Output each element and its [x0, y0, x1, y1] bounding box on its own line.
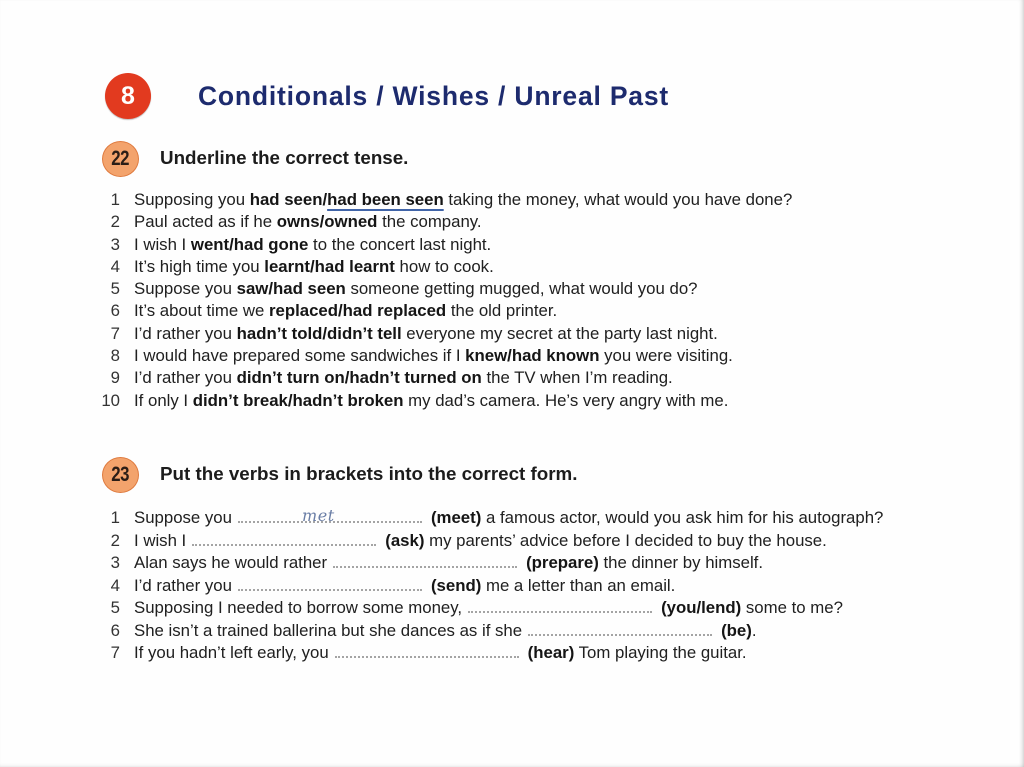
choice-option: didn’t break — [192, 390, 288, 410]
exercise-item — [96, 367, 792, 389]
item-number: 5 — [110, 598, 120, 617]
verb-prompt: (prepare) — [526, 553, 599, 572]
item-number: 3 — [110, 553, 120, 572]
choice-group — [269, 301, 446, 320]
sentence-end: everyone my secret at the party last night. — [401, 323, 718, 343]
sentence-start: It’s high time you — [134, 256, 265, 276]
verb-prompt: (hear) — [527, 643, 575, 662]
item-number: 4 — [110, 575, 120, 595]
item-number: 6 — [110, 620, 120, 640]
choice-group — [191, 235, 309, 254]
item-number: 7 — [110, 323, 120, 343]
choice-separator: / — [319, 212, 325, 232]
exercise-item — [96, 323, 792, 345]
choice-group — [264, 257, 395, 276]
choice-group — [237, 279, 346, 298]
choice-separator: / — [268, 279, 274, 299]
exercise-list — [96, 189, 792, 412]
answer-blank — [238, 575, 422, 591]
sentence-start: Supposing you — [134, 190, 250, 209]
item-number: 3 — [110, 234, 120, 254]
exercise-item — [96, 278, 792, 300]
sentence-start: I’d rather you — [134, 368, 237, 388]
sentence-start: Suppose you — [134, 279, 237, 299]
exercise-item — [96, 575, 883, 598]
item-number: 6 — [110, 301, 120, 321]
choice-option: replaced — [268, 301, 338, 321]
choice-option: had gone — [233, 234, 309, 254]
choice-separator: / — [507, 346, 512, 366]
sentence-end: the TV when I’m reading. — [481, 368, 673, 388]
choice-option: didn’t turn on — [236, 368, 345, 388]
sentence-end: my parents’ advice before I decided to buy the house. — [424, 530, 827, 550]
choice-option: saw — [236, 279, 269, 299]
exercise-item — [96, 552, 883, 575]
sentence-start: Paul acted as if he — [134, 212, 277, 232]
choice-option: hadn’t broken — [292, 390, 404, 410]
sentence-end: you were visiting. — [599, 346, 733, 366]
sentence-start: I wish I — [134, 530, 187, 550]
sentence-start: If only I — [134, 390, 193, 410]
choice-separator: / — [322, 190, 328, 209]
choice-separator: / — [322, 323, 328, 343]
sentence-start: It’s about time we — [134, 301, 269, 321]
exercise-item — [96, 345, 792, 367]
verb-prompt: (meet) — [430, 508, 482, 527]
sentence-end: to the concert last night. — [308, 234, 492, 254]
sentence-end: taking the money, what would you have done? — [443, 190, 793, 209]
answer-blank — [333, 552, 517, 568]
exercise-item — [96, 620, 883, 643]
sentence-start: I wish I — [134, 234, 191, 254]
exercise-item — [96, 642, 883, 665]
choice-option: hadn’t told — [236, 323, 323, 343]
exercise-item — [96, 530, 883, 553]
choice-option: knew — [465, 346, 508, 366]
sentence-end: . — [751, 620, 757, 640]
item-number: 9 — [110, 368, 120, 388]
exercise-item — [96, 597, 883, 620]
choice-option: owned — [324, 212, 378, 232]
choice-option: had known — [511, 346, 600, 366]
item-number: 1 — [110, 190, 120, 209]
item-number: 10 — [101, 390, 120, 410]
exercise-item — [96, 507, 883, 530]
exercise-item — [96, 234, 792, 256]
sentence-start: I’d rather you — [134, 323, 237, 343]
answer-blank — [335, 642, 519, 658]
unit-number-badge: 8 — [105, 73, 151, 119]
unit-title: Conditionals / Wishes / Unreal Past — [198, 81, 669, 111]
verb-prompt: (send) — [430, 575, 482, 595]
choice-option: hadn’t turned on — [349, 368, 482, 388]
sentence-start: I would have prepared some sandwiches if I — [134, 346, 466, 366]
sentence-end: the company. — [377, 212, 482, 232]
exercise-instruction: Put the verbs in brackets into the correct form. — [160, 463, 578, 484]
answer-blank — [192, 530, 376, 546]
choice-option: had learnt — [314, 256, 395, 276]
exercise-list — [96, 507, 883, 665]
choice-option: didn’t tell — [327, 323, 402, 343]
choice-group — [237, 368, 482, 387]
answer-blank — [238, 507, 422, 523]
choice-group — [250, 190, 444, 209]
exercise-instruction: Underline the correct tense. — [160, 147, 409, 168]
item-number: 8 — [110, 346, 120, 366]
exercise-number: 22 — [111, 147, 130, 170]
choice-option: had been seen — [327, 190, 444, 209]
item-number: 4 — [110, 256, 120, 276]
choice-group — [237, 324, 402, 343]
sentence-start: Suppose you — [134, 508, 232, 527]
choice-separator: / — [229, 234, 234, 254]
exercise-number-badge — [102, 457, 139, 493]
handwritten-answer: met — [301, 506, 335, 525]
sentence-end: a famous actor, would you ask him for his autograph? — [481, 508, 884, 527]
exercise-item — [96, 256, 792, 278]
exercise-number: 23 — [111, 463, 130, 486]
exercise-item — [96, 300, 792, 322]
sentence-end: some to me? — [741, 598, 843, 617]
choice-option: had seen — [249, 190, 323, 209]
exercise-item — [96, 189, 792, 211]
verb-prompt: (ask) — [385, 530, 425, 550]
exercise-item — [96, 390, 792, 412]
sentence-start: Supposing I needed to borrow some money, — [134, 598, 463, 617]
choice-group — [277, 212, 378, 231]
choice-option: had seen — [273, 279, 346, 299]
item-number: 7 — [110, 643, 120, 662]
choice-option: had replaced — [342, 301, 447, 321]
sentence-end: the old printer. — [446, 301, 558, 321]
sentence-end: the dinner by himself. — [598, 553, 764, 572]
sentence-end: how to cook. — [394, 256, 494, 276]
sentence-start: She isn’t a trained ballerina but she dances as if she — [134, 620, 523, 640]
sentence-end: someone getting mugged, what would you do? — [345, 279, 698, 299]
sentence-end: Tom playing the guitar. — [574, 643, 747, 662]
choice-separator: / — [344, 368, 350, 388]
sentence-start: Alan says he would rather — [134, 553, 328, 572]
answer-blank — [468, 597, 652, 613]
exercise-number-badge — [102, 141, 139, 177]
choice-separator: / — [337, 301, 343, 321]
choice-option: owns — [276, 212, 320, 232]
choice-group — [193, 391, 404, 410]
sentence-end: my dad’s camera. He’s very angry with me. — [403, 390, 729, 410]
choice-option: learnt — [264, 256, 310, 276]
sentence-end: me a letter than an email. — [481, 575, 676, 595]
answer-blank — [528, 620, 712, 636]
choice-group — [465, 346, 599, 365]
choice-separator: / — [309, 256, 315, 276]
sentence-start: I’d rather you — [134, 575, 232, 595]
item-number: 2 — [110, 530, 120, 550]
verb-prompt: (you/lend) — [661, 598, 742, 617]
sentence-start: If you hadn’t left early, you — [134, 643, 329, 662]
item-number: 1 — [110, 508, 120, 527]
choice-separator: / — [287, 390, 293, 410]
choice-option: went — [190, 234, 230, 254]
item-number: 2 — [110, 212, 120, 232]
verb-prompt: (be) — [721, 620, 752, 640]
item-number: 5 — [110, 279, 120, 299]
exercise-item — [96, 211, 792, 233]
